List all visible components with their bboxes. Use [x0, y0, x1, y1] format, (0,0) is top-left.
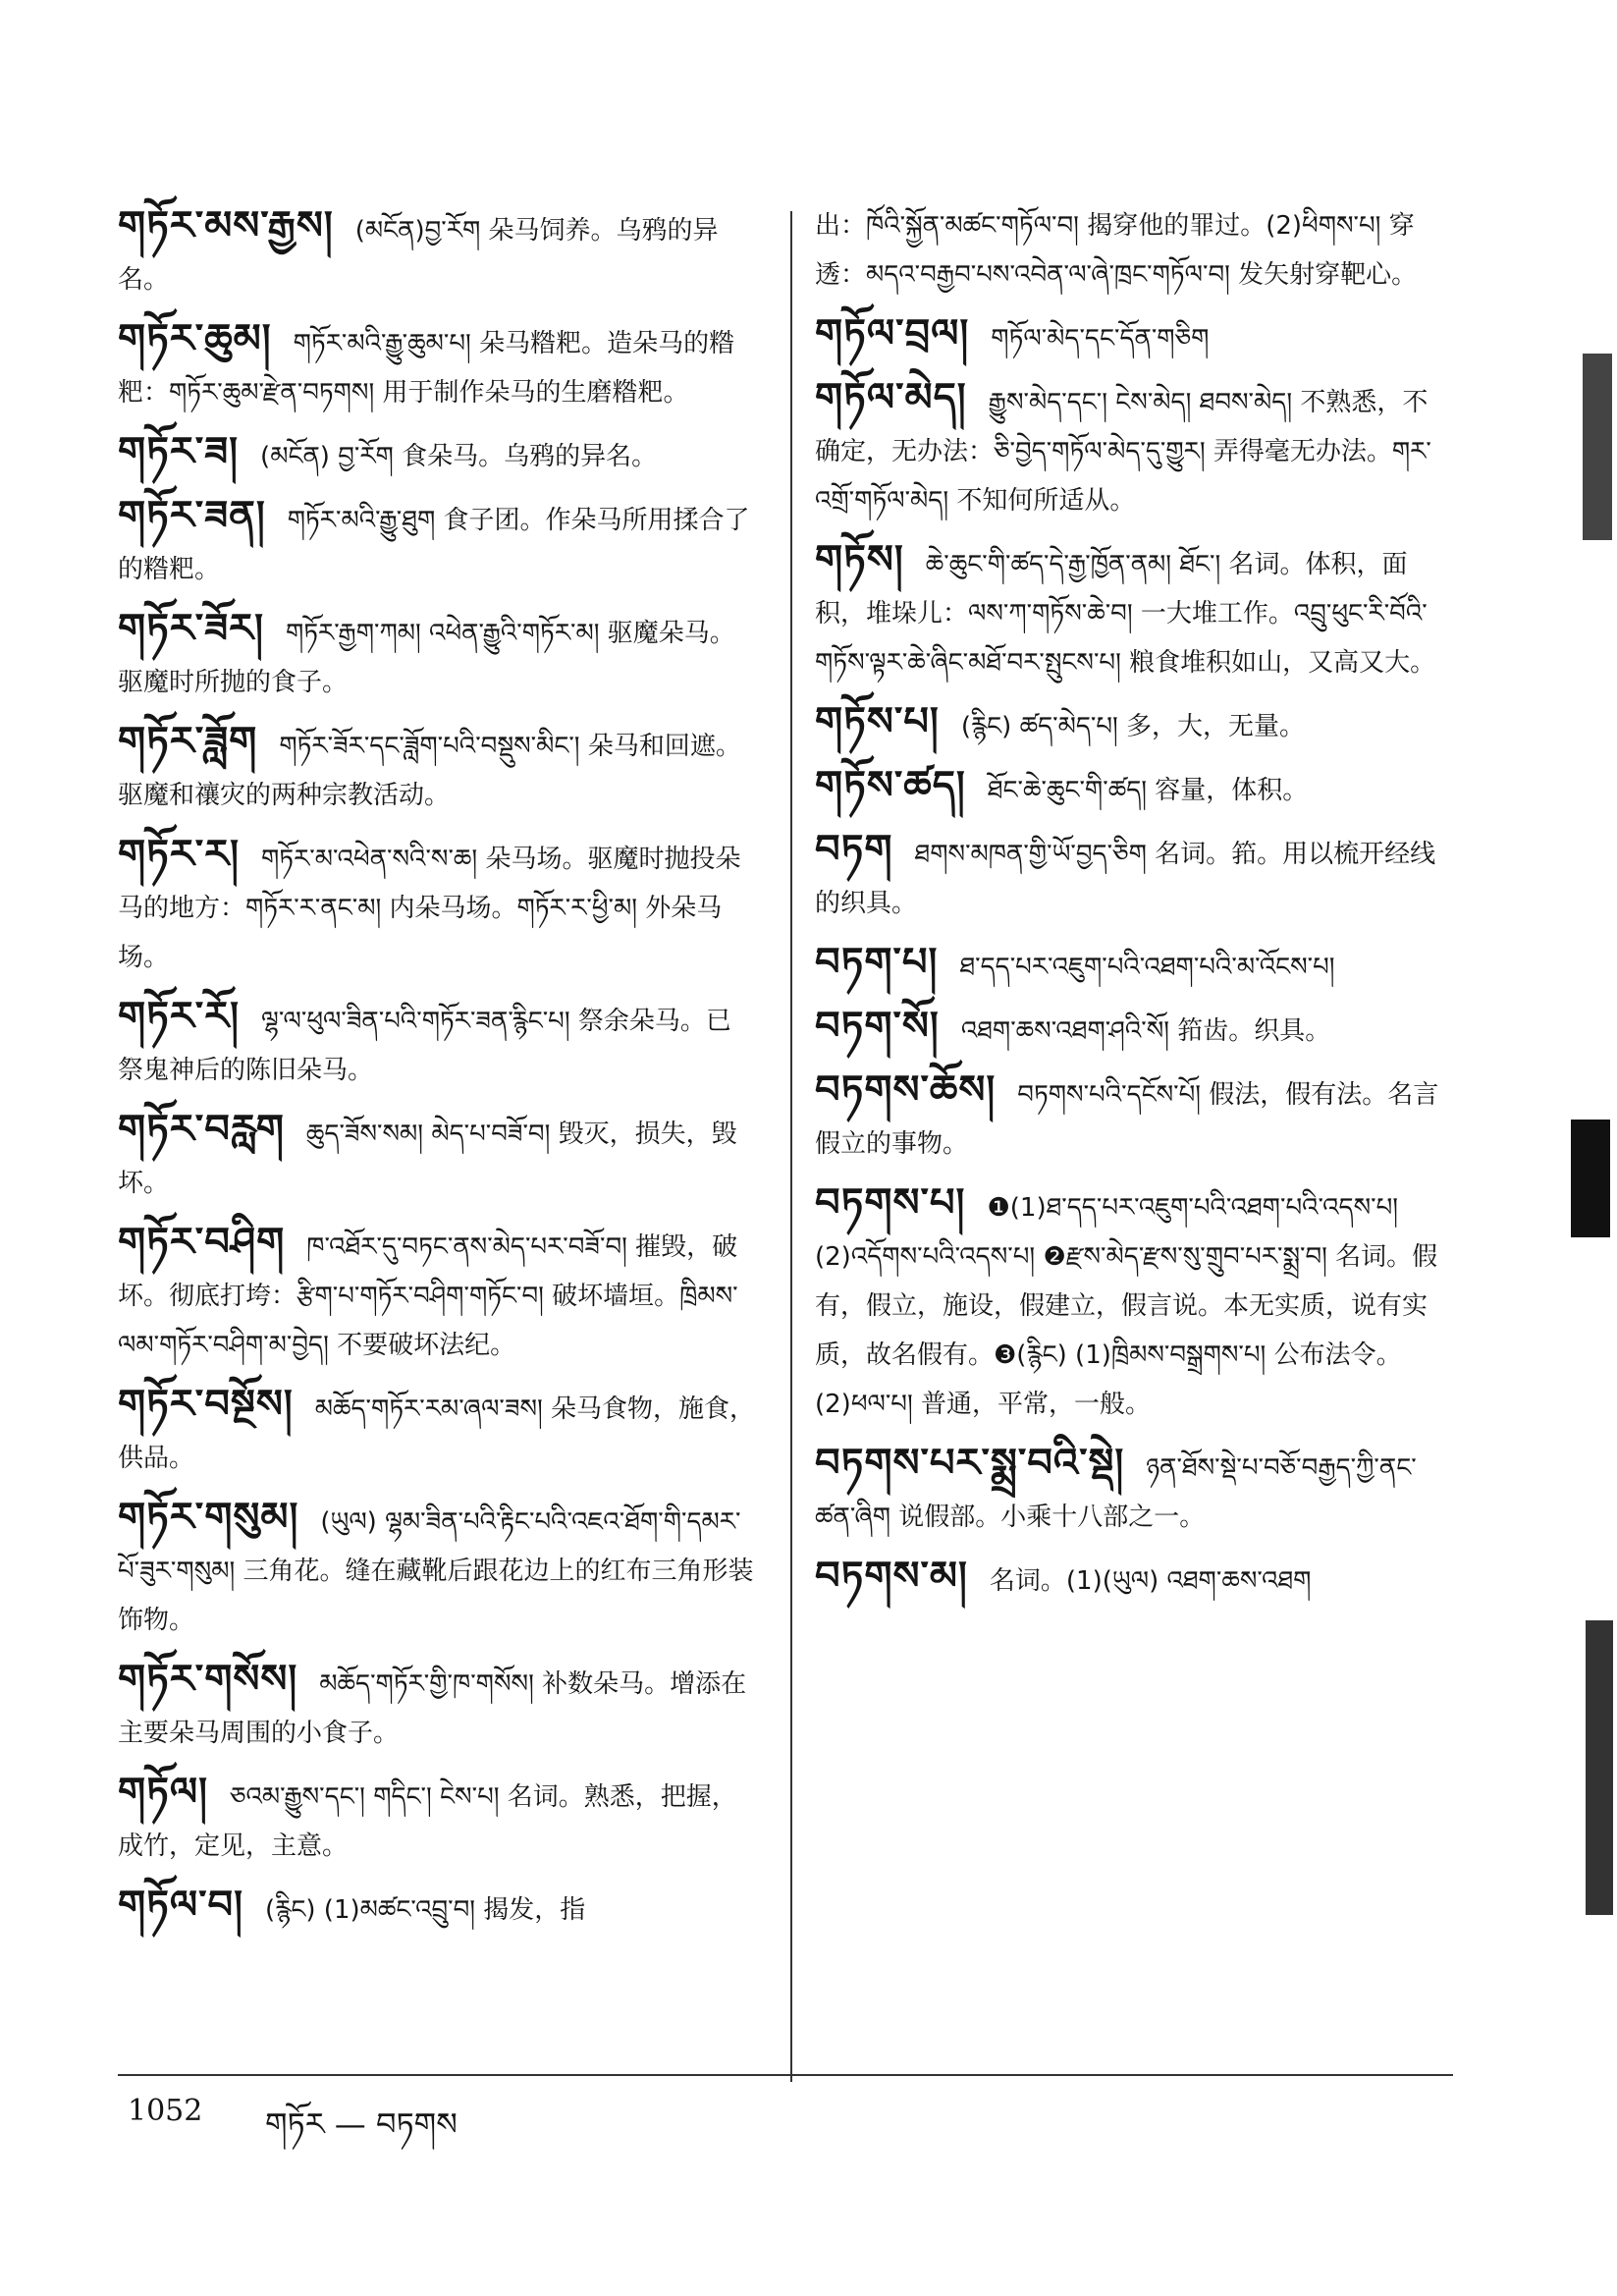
entry-headword: བཏགས་ཆོས།	[815, 1067, 997, 1113]
dictionary-entry	[815, 1066, 1453, 1169]
entry-headword: གཏོར་རོ།	[118, 994, 240, 1039]
entry-definition: གཏོར་མའི་རྒྱུ་ཆུམ་པ། 朵马糌粑。造朵马的糌粑：གཏོར་ཆུམ་རྫེན་བཏགས། 用于制作朵马的生磨糌粑。	[118, 329, 735, 408]
dictionary-entry	[815, 309, 1453, 363]
entry-headword: གཏོས།	[815, 537, 904, 582]
dictionary-entry	[815, 938, 1453, 992]
entry-definition: 名词。(1)(ཡུལ) འཐག་ཆས་འཐག	[989, 1566, 1312, 1596]
left-column	[118, 201, 756, 1944]
dictionary-entry	[118, 1768, 756, 1871]
dictionary-entry	[118, 1655, 756, 1758]
entry-headword: གཏོར་གསུམ།	[118, 1495, 299, 1540]
scan-edge-mark	[1586, 1620, 1613, 1915]
entry-headword: གཏོར་ཟོར།	[118, 606, 264, 651]
entry-definition: (ཡུལ) ལྷམ་ཟིན་པའི་རྟིང་པའི་འཇའ་ཐོག་གི་དམར་པོ་ཟུར་གསུམ། 三角花。缝在藏靴后跟花边上的红布三角形装饰物。	[118, 1507, 754, 1635]
scan-edge-mark	[1583, 354, 1612, 540]
entry-definition: (མངོན) བྱ་རོག 食朵马。乌鸦的异名。	[260, 442, 658, 471]
dictionary-entry	[118, 1218, 756, 1370]
dictionary-entry	[118, 830, 756, 982]
column-divider	[790, 211, 792, 2082]
entry-headword: གཏོལ་བ།	[118, 1883, 244, 1928]
entry-definition: གཏོལ་མེད་དང་དོན་གཅིག	[991, 324, 1210, 354]
entry-definition: མཆོད་གཏོར་རམ་ཞལ་ཟས། 朵马食物，施食，供品。	[118, 1394, 756, 1473]
entry-definition: ཆེ་ཆུང་གི་ཚད་དེ་རྒྱ་ཁྱོན་ནམ། ཐོང་། 名词。体积，面积，堆垛儿：ལས་ཀ་གཏོས་ཆེ་བ། 一大堆工作。འབྲུ་ཕུང་རི་བོའི་གཏོས་ལྟར་ཆེ་ཞིང་མཐོ་བར་སྤུངས་པ། 粮食堆积如山，又高又大。	[815, 550, 1436, 678]
dictionary-entry	[815, 373, 1453, 525]
dictionary-entry	[118, 201, 756, 304]
entry-definition: གཏོར་རྒྱག་ཀམ། འཕེན་རྒྱུའི་གཏོར་མ། 驱魔朵马。驱魔时所抛的食子。	[118, 619, 735, 697]
dictionary-entry	[118, 1493, 756, 1645]
dictionary-entry	[118, 992, 756, 1095]
entry-definition: རྒྱུས་མེད་དང་། ངེས་མེད། ཐབས་མེད། 不熟悉，不确定，无办法：ཅི་བྱེད་གཏོལ་མེད་དུ་གྱུར། 弄得毫无办法。གར་འགྲོ་གཏོལ་མེད། 不知何所适从。	[815, 388, 1431, 516]
entry-definition: ཉན་ཐོས་སྡེ་པ་བཅོ་བརྒྱད་ཀྱི་ནང་ཚན་ཞིག 说假部。小乘十八部之一。	[815, 1453, 1417, 1532]
entry-headword: བཏག་པ།	[815, 940, 939, 985]
entry-headword: གཏོར་བསྔོས།	[118, 1382, 294, 1427]
entry-headword: གཏོར་གསོས།	[118, 1657, 298, 1702]
entry-headword: གཏོལ་མེད།	[815, 375, 967, 420]
entry-definition: 出：ཁོའི་སྐྱོན་མཚང་གཏོལ་བ། 揭穿他的罪过。(2)ཕིགས་པ། 穿透：མདའ་བརྒྱབ་པས་འབེན་ལ་ཞེ་ཁྲང་གཏོལ་བ། 发矢射穿靶心。	[815, 211, 1418, 290]
dictionary-entry	[815, 1439, 1453, 1542]
entry-definition: ཐོང་ཆེ་ཆུང་གི་ཚད། 容量，体积。	[987, 776, 1309, 805]
dictionary-entry	[118, 717, 756, 820]
dictionary-entry	[815, 1552, 1453, 1606]
dictionary-entry	[815, 1178, 1453, 1429]
entry-headword: གཏོར་བརླག	[118, 1107, 285, 1152]
entry-headword: གཏོལ་བྲལ།	[815, 311, 970, 356]
right-column	[815, 201, 1453, 1615]
dictionary-entry	[118, 1380, 756, 1483]
entry-definition: གཏོར་ཟོར་དང་ཟློག་པའི་བསྡུས་མིང་། 朵马和回遮。驱魔和禳灾的两种宗教活动。	[118, 732, 741, 810]
footer-rule	[118, 2074, 1453, 2076]
running-head: གཏོར — བཏགས	[265, 2105, 458, 2143]
entry-definition: ལྷ་ལ་ཕུལ་ཟིན་པའི་གཏོར་ཟན་རྙིང་པ། 祭余朵马。已祭鬼神后的陈旧朵马。	[118, 1007, 731, 1085]
dictionary-entry	[118, 604, 756, 707]
entry-definition: ཁ་འཐོར་དུ་བཏང་ནས་མེད་པར་བཟོ་བ། 摧毁，破坏。彻底打垮：རྩིག་པ་གཏོར་བཤིག་གཏོང་བ། 破坏墙垣。ཁྲིམས་ལམ་གཏོར་བཤིག་མ་བྱེད། 不要破坏法纪。	[118, 1232, 738, 1360]
entry-headword: གཏོལ།	[118, 1770, 208, 1815]
entry-definition: (རྙིང) ཚད་མེད་པ། 多，大，无量。	[960, 712, 1306, 741]
entry-definition: གཏོར་མ་འཕེན་སའི་ས་ཆ། 朵马场。驱魔时抛投朵马的地方：གཏོར་ར་ནང་མ། 内朵马场。གཏོར་ར་ཕྱི་མ། 外朵马场。	[118, 845, 741, 972]
entry-definition: མཆོད་གཏོར་གྱི་ཁ་གསོས། 补数朵马。增添在主要朵马周围的小食子。	[118, 1669, 747, 1748]
entry-headword: གཏོར་ར།	[118, 832, 240, 877]
entry-definition: བཏགས་པའི་དངོས་པོ། 假法，假有法。名言假立的事物。	[815, 1080, 1439, 1159]
dictionary-entry	[118, 491, 756, 594]
dictionary-entry	[118, 1105, 756, 1208]
entry-definition: ཆུད་ཟོས་སམ། མེད་པ་བཟོ་བ། 毁灭，损失，毁坏。	[118, 1120, 737, 1198]
dictionary-entry	[815, 697, 1453, 751]
entry-headword: གཏོར་ཟློག	[118, 719, 258, 764]
entry-definition: གཏོར་མའི་རྒྱུ་ཐུག 食子团。作朵马所用揉合了的糌粑。	[118, 506, 750, 584]
entry-headword: བཏགས་མ།	[815, 1554, 968, 1599]
dictionary-entry	[815, 825, 1453, 928]
scan-edge-mark	[1571, 1120, 1610, 1237]
entry-headword: གཏོར་ཟན།	[118, 493, 266, 538]
page-number: 1052	[128, 2094, 203, 2128]
dictionary-entry-continued	[815, 201, 1453, 300]
entry-definition: ཐ་དད་པར་འཇུག་པའི་འཐག་པའི་མ་འོངས་པ།	[959, 953, 1335, 982]
entry-definition: ❶(1)ཐ་དད་པར་འཇུག་པའི་འཐག་པའི་འདས་པ། (2)འདོགས་པའི་འདས་པ། ❷རྫས་མེད་རྫས་སུ་གྲུབ་པར་སྨྲ་བ། 名词。假有，假立，施设，假建立，假言说。本无实质，说有实质，故名假有。❸(རྙིང) (1)ཁྲིམས་བསྒྲགས་པ། 公布法令。(2)ཕལ་པ། 普通，平常，一般。	[815, 1193, 1438, 1419]
dictionary-entry	[118, 427, 756, 481]
entry-headword: བཏགས་པ།	[815, 1180, 966, 1226]
dictionary-entry	[815, 535, 1453, 687]
dictionary-entry	[118, 314, 756, 417]
entry-definition: (མངོན)བྱ་རོག 朵马饲养。乌鸦的异名。	[118, 216, 719, 295]
dictionary-entry	[815, 1002, 1453, 1056]
entry-headword: བཏག	[815, 827, 893, 872]
dictionary-entry	[815, 761, 1453, 815]
entry-definition: (རྙིང) (1)མཚང་འབྲུ་བ། 揭发，指	[265, 1895, 586, 1925]
dictionary-entry	[118, 1881, 756, 1935]
entry-headword: བཏག་སོ།	[815, 1004, 940, 1049]
entry-headword: གཏོར་ཟ།	[118, 429, 240, 474]
entry-headword: གཏོར་མས་རྒྱས།	[118, 203, 334, 248]
entry-definition: ཐགས་མཁན་གྱི་ཡོ་བྱད་ཅིག 名词。筘。用以梳开经线的织具。	[815, 840, 1436, 918]
entry-definition: ཅའམ་རྒྱུས་དང་། གདིང་། ངེས་པ། 名词。熟悉，把握，成竹，定见，主意。	[118, 1782, 737, 1861]
entry-headword: གཏོས་ཚད།	[815, 763, 966, 808]
entry-headword: གཏོར་བཤིག	[118, 1220, 286, 1265]
entry-headword: གཏོས་པ།	[815, 699, 940, 744]
entry-definition: འཐག་ཆས་འཐག་ཤའི་སོ། 筘齿。织具。	[960, 1016, 1331, 1046]
entry-headword: བཏགས་པར་སྨྲ་བའི་སྡེ།	[815, 1441, 1125, 1486]
entry-headword: གཏོར་ཆུམ།	[118, 316, 272, 361]
